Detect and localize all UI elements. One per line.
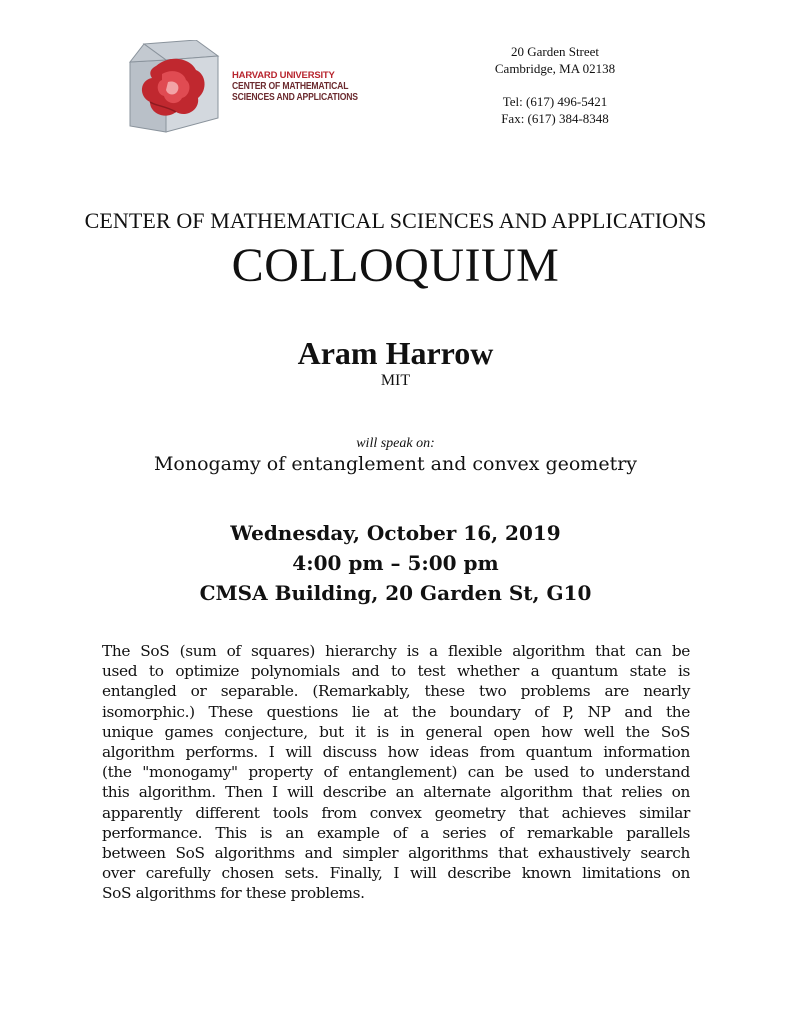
- cmsa-logo: [126, 40, 366, 135]
- address-street: 20 Garden Street: [510, 44, 600, 59]
- event-location: CMSA Building, 20 Garden St, G10: [199, 581, 592, 605]
- abstract-line: performance. This is an example of a series of remarkable parallels: [102, 823, 690, 842]
- logo-line-2: SCIENCES AND APPLICATIONS: [232, 92, 358, 103]
- speaker-name: Aram Harrow: [297, 335, 494, 371]
- event-type-heading: COLLOQUIUM: [231, 239, 560, 292]
- abstract-line: over carefully chosen sets. Finally, I will describe known limitations on: [102, 864, 690, 883]
- logo-university: HARVARD UNIVERSITY: [232, 70, 335, 81]
- address-tel: Tel: (617) 496-5421: [502, 94, 608, 109]
- event-date: Wednesday, October 16, 2019: [230, 521, 561, 545]
- schedule-block: [0, 518, 791, 608]
- abstract-line: this algorithm. Then I will describe an alternate algorithm that relies on: [102, 783, 690, 802]
- abstract-line: algorithm performs. I will discuss how ideas from quantum information: [102, 743, 690, 762]
- talk-intro: will speak on:: [356, 436, 435, 451]
- abstract-line: unique games conjecture, but it is in general open how well the SoS: [102, 722, 690, 741]
- abstract-line: (the "monogamy" property of entanglement) can be used to understand: [102, 763, 690, 782]
- address-block: [480, 43, 630, 127]
- abstract-line: isomorphic.) These questions lie at the boundary of P, NP and the: [102, 702, 690, 721]
- speaker-affiliation: MIT: [380, 372, 411, 389]
- cube-logo-icon: [126, 40, 226, 135]
- abstract-line: apparently different tools from convex geometry that achieves similar: [102, 803, 690, 822]
- logo-line-1: CENTER OF MATHEMATICAL: [232, 81, 349, 92]
- abstract-line: used to optimize polynomials and to test whether a quantum state is: [102, 662, 690, 681]
- abstract-line: between SoS algorithms and simpler algorithms that exhaustively search: [102, 844, 690, 863]
- talk-title: Monogamy of entanglement and convex geometry: [153, 453, 638, 475]
- address-city: Cambridge, MA 02138: [494, 61, 616, 76]
- abstract-line: SoS algorithms for these problems.: [102, 884, 365, 903]
- event-time: 4:00 pm – 5:00 pm: [292, 551, 499, 575]
- center-title: CENTER OF MATHEMATICAL SCIENCES AND APPLICATIONS: [84, 208, 707, 233]
- abstract-line: entangled or separable. (Remarkably, these two problems are nearly: [102, 682, 690, 701]
- abstract-line: The SoS (sum of squares) hierarchy is a flexible algorithm that can be: [102, 642, 690, 660]
- address-fax: Fax: (617) 384-8348: [501, 111, 609, 126]
- abstract: [102, 641, 690, 904]
